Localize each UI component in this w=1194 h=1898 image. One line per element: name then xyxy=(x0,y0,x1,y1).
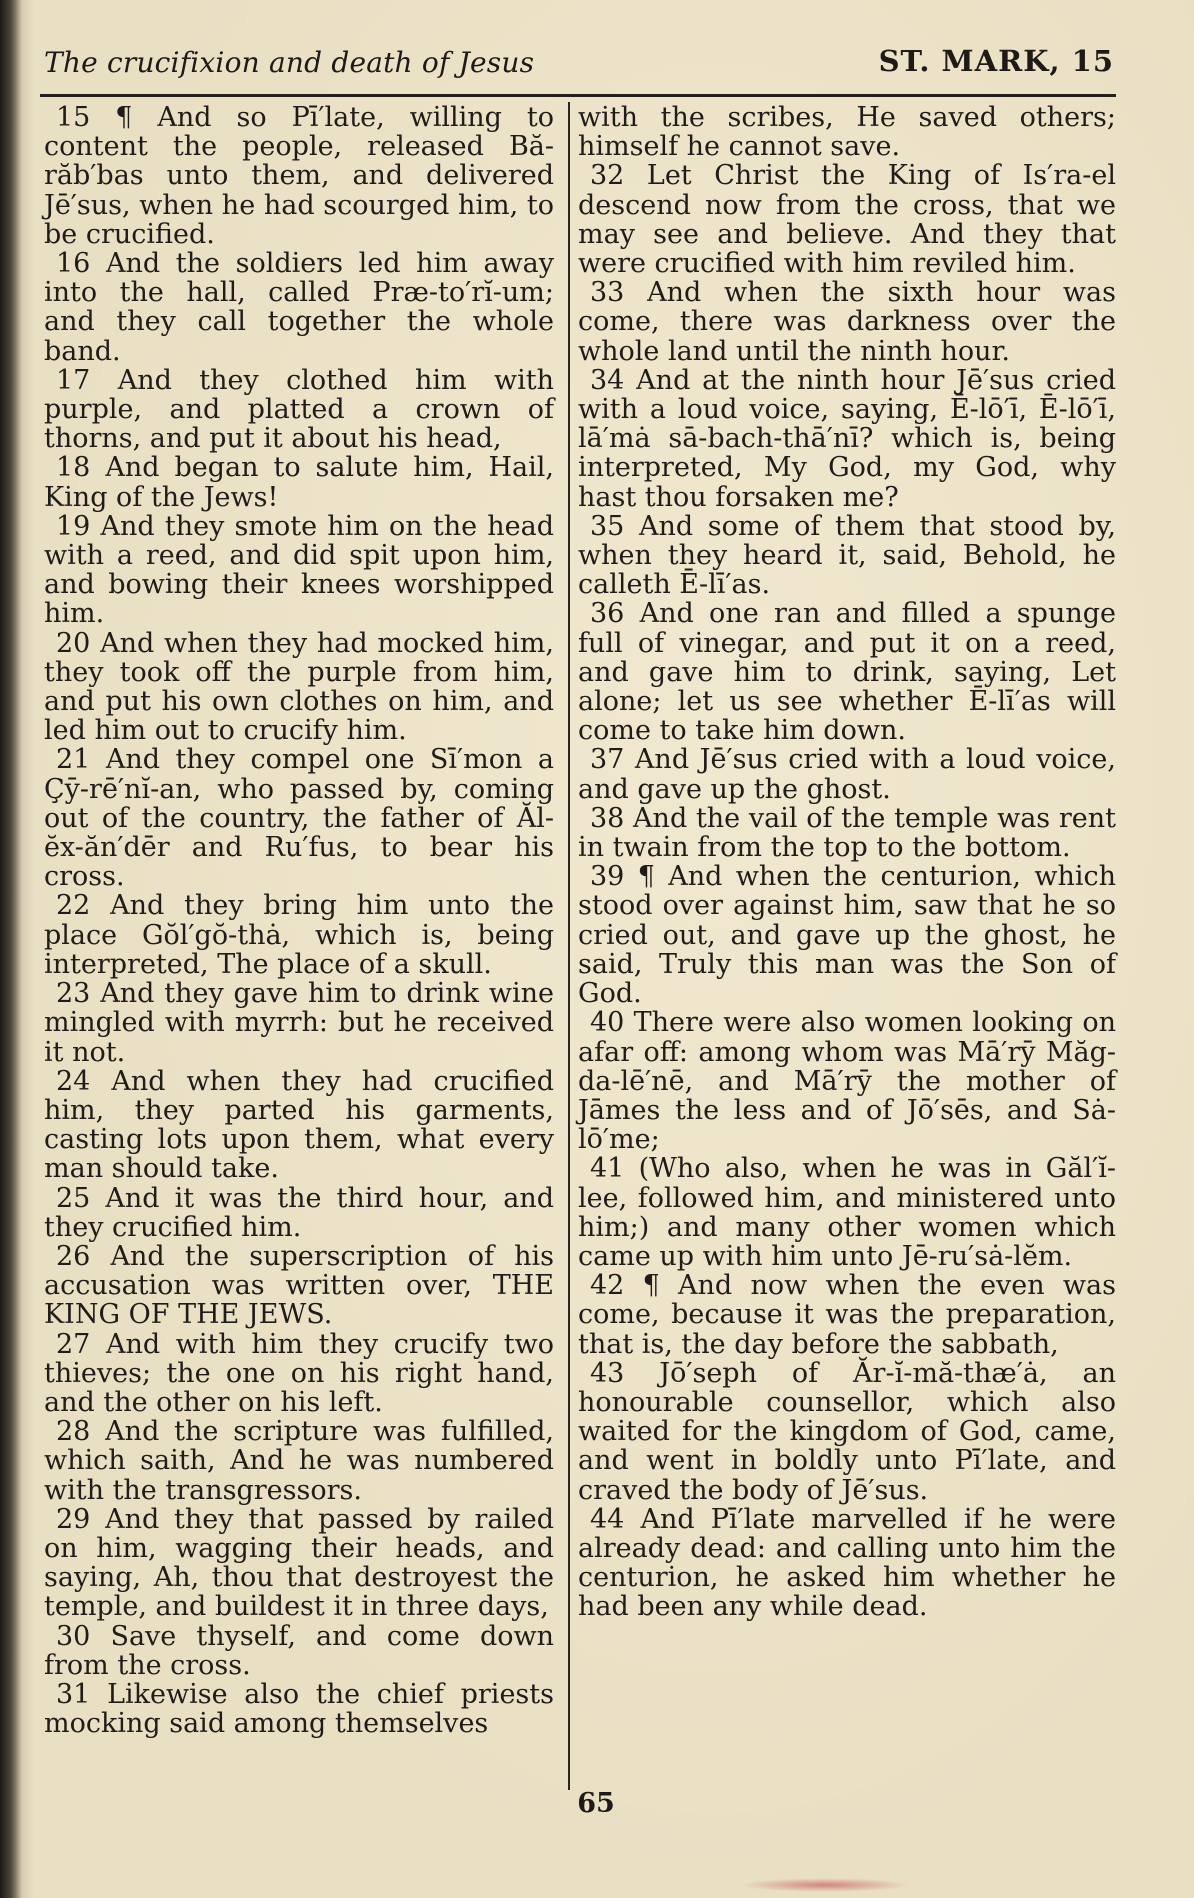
column-divider xyxy=(568,102,570,1790)
verse-29: 29 And they that passed by railed on him, wagging their heads, and saying, Ah, thou that destroyest the temple, and buildest it in three days, xyxy=(44,1503,554,1623)
binding-shadow xyxy=(0,0,22,1898)
verse-33: 33 And when the sixth hour was come, there was darkness over the whole land until the ninth hour. xyxy=(578,277,1116,367)
verse-24: 24 And when they had crucified him, they parted his garments, casting lots upon them, what every man should take. xyxy=(44,1065,554,1185)
verse-39: 39 ¶ And when the centurion, which stood over against him, saw that he so cried out, and gave up the ghost, he said, Truly this man was the Son of God. xyxy=(578,861,1116,1010)
verse-36: 36 And one ran and filled a spunge full of vinegar, and put it on a reed, and gave him to drink, saying, Let alone; let us see whether Ē-lī′as will come to take him down. xyxy=(578,598,1116,747)
verse-35: 35 And some of them that stood by, when they heard it, said, Behold, he calleth Ē-lī′as. xyxy=(578,510,1116,601)
verse-25: 25 And it was the third hour, and they crucified him. xyxy=(44,1182,554,1243)
red-edge-stain xyxy=(740,1878,910,1892)
verse-17: 17 And they clothed him with purple, and platted a crown of thorns, and put it about his head, xyxy=(44,364,554,455)
verse-26: 26 And the superscription of his accusation was written over, THE KING OF THE JEWS. xyxy=(44,1240,554,1331)
running-head-chapter: ST. MARK, 15 xyxy=(878,44,1114,78)
verse-30: 30 Save thyself, and come down from the cross. xyxy=(44,1620,554,1681)
verse-31: 31 Likewise also the chief priests mocking said among themselves xyxy=(44,1678,554,1740)
verse-28: 28 And the scripture was fulfilled, which saith, And he was numbered with the transgressors. xyxy=(44,1416,554,1506)
verse-41: 41 (Who also, when he was in Găl′ĭ-lee, followed him, and ministered unto him;) and many other women which came up with him unto Jē-ru′sȧ-lĕm. xyxy=(578,1153,1116,1272)
verse-37: 37 And Jē′sus cried with a loud voice, and gave up the ghost. xyxy=(578,744,1116,805)
verse-15: 15 ¶ And so Pī′late, willing to content the people, released Bă-răb′bas unto them, and delivered Jē′sus, when he had scourged him, to be crucified. xyxy=(44,102,554,250)
page-number: 65 xyxy=(577,1788,615,1819)
verse-16: 16 And the soldiers led him away into the hall, called Præ-to′rĭ-um; and they call together the whole band. xyxy=(44,248,554,367)
verse-21: 21 And they compel one Sī′mon a Çȳ-rē′nĭ-an, who passed by, coming out of the country, the father of Ăl-ĕx-ăn′dēr and Ru′fus, to bear his cross. xyxy=(44,744,554,893)
left-column xyxy=(44,103,554,1738)
verse-22: 22 And they bring him unto the place Gŏl′gŏ-thȧ, which is, being interpreted, The place of a skull. xyxy=(44,890,554,980)
running-head xyxy=(44,40,1114,84)
verse-20: 20 And when they had mocked him, they took off the purple from him, and put his own clothes on him, and led him out to crucify him. xyxy=(44,627,554,747)
verse-43: 43 Jō′seph of Ăr-ĭ-mă-thæ′ȧ, an honourable counsellor, which also waited for the kingdom of God, came, and went in boldly unto Pī′late, and craved the body of Jē′sus. xyxy=(578,1357,1116,1506)
verse-44: 44 And Pī′late marvelled if he were already dead: and calling unto him the centurion, he asked him whether he had been any while dead. xyxy=(578,1503,1116,1623)
verse-42: 42 ¶ And now when the even was come, because it was the preparation, that is, the day before the sabbath, xyxy=(578,1270,1116,1360)
verse-40: 40 There were also women looking on afar off: among whom was Mā′rȳ Măg-da-lē′nē, and Mā′rȳ the mother of Jāmes the less and of Jō′sēs, and Sȧ-lō′me; xyxy=(578,1007,1116,1156)
verse-32: 32 Let Christ the King of Is′ra-el descend now from the cross, that we may see and believe. And they that were crucified with him reviled him. xyxy=(578,160,1116,280)
header-rule xyxy=(40,94,1116,97)
verse-27: 27 And with him they crucify two thieves; the one on his right hand, and the other on his left. xyxy=(44,1328,554,1418)
verse-38: 38 And the vail of the temple was rent in twain from the top to the bottom. xyxy=(578,802,1116,864)
verse-23: 23 And they gave him to drink wine mingled with myrrh: but he received it not. xyxy=(44,978,554,1068)
verse-19: 19 And they smote him on the head with a reed, and did spit upon him, and bowing their knees worshipped him. xyxy=(44,510,554,630)
verse-31-continued: with the scribes, He saved others; himself he cannot save. xyxy=(578,102,1116,163)
verse-34: 34 And at the ninth hour Jē′sus cried with a loud voice, saying, Ē-lō′ī, Ē-lō′ī, lā′mȧ sā-bach-thā′nī? which is, being interpreted, My God, my God, why hast thou forsaken me? xyxy=(578,364,1116,513)
verse-18: 18 And began to salute him, Hail, King of the Jews! xyxy=(44,452,554,513)
right-column xyxy=(578,103,1116,1622)
running-head-title: The crucifixion and death of Jesus xyxy=(44,46,535,79)
